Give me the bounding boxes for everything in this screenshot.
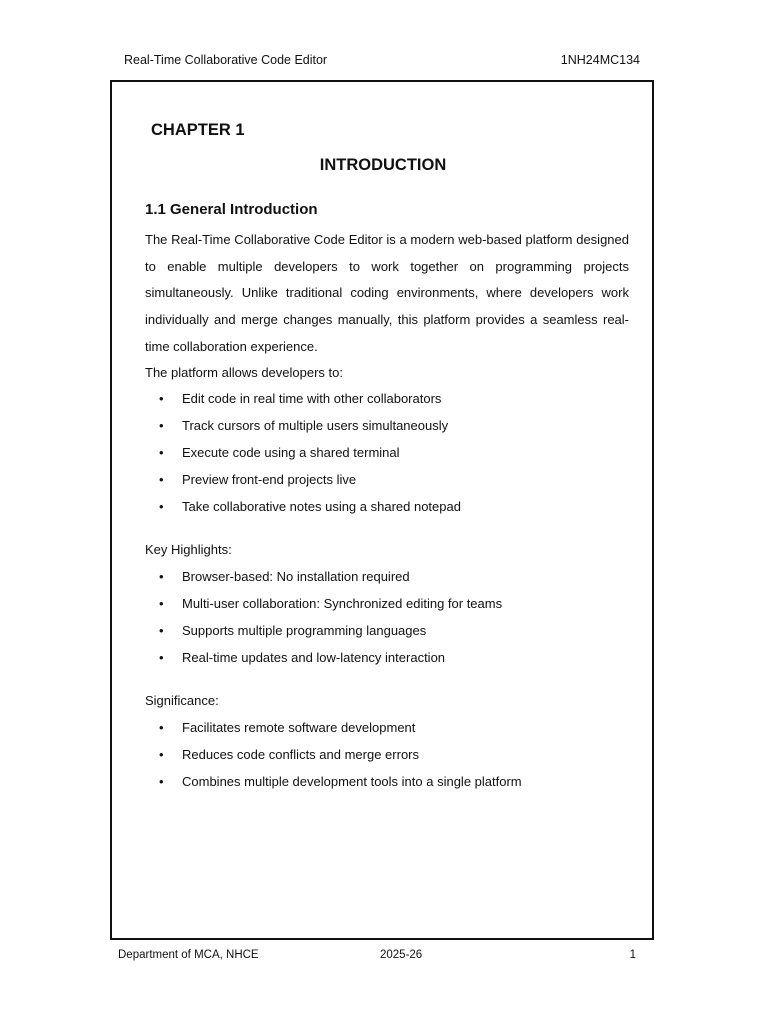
section-heading: 1.1 General Introduction [145,201,318,218]
list-item-text: Supports multiple programming languages [182,623,427,638]
list-item [145,773,629,800]
chapter-title: INTRODUCTION [319,156,447,174]
allows-label: The platform allows developers to: [145,365,343,380]
list-item [145,746,629,773]
chapter-label: CHAPTER 1 [151,121,245,139]
bullet-icon: • [159,472,164,487]
list-item [145,444,629,471]
list-item [145,471,629,498]
list-item-text: Take collaborative notes using a shared notepad [182,499,461,514]
list-item-text: Reduces code conflicts and merge errors [182,747,420,762]
list-item-text: Facilitates remote software development [182,720,416,735]
bullet-icon: • [159,747,164,762]
bullet-icon: • [159,623,164,638]
bullet-icon: • [159,650,164,665]
list-item-text: Edit code in real time with other collaborators [182,391,442,406]
list-item-text: Execute code using a shared terminal [182,445,400,460]
bullet-icon: • [159,596,164,611]
list-item-text: Combines multiple development tools into a single platform [182,774,522,789]
list-item [145,719,629,746]
list-item-text: Browser-based: No installation required [182,569,410,584]
document-title: Real-Time Collaborative Code Editor [124,53,328,67]
list-item [145,390,629,417]
list-item [145,498,629,525]
intro-paragraph: The Real-Time Collaborative Code Editor is a modern web-based platform designed to enable multiple developers to work together on programming projects simultaneously. Unlike traditional coding environments, where developers work individually and merge changes manually, this platform provides a seamless real-time collaboration experience. [145,232,629,354]
bullet-icon: • [159,499,164,514]
significance-list [145,719,629,800]
significance-label: Significance: [145,693,219,708]
highlights-label: Key Highlights: [145,542,232,557]
highlights-list [145,568,629,676]
list-item [145,568,629,595]
page-footer [118,949,636,965]
list-item-text: Preview front-end projects live [182,472,357,487]
bullet-icon: • [159,774,164,789]
list-item-text: Real-time updates and low-latency interaction [182,650,446,665]
list-item-text: Track cursors of multiple users simultaneously [182,418,449,433]
student-id: 1NH24MC134 [560,53,640,67]
list-item [145,417,629,444]
footer-year: 2025-26 [380,949,423,961]
list-item [145,622,629,649]
list-item [145,649,629,676]
bullet-icon: • [159,720,164,735]
bullet-icon: • [159,569,164,584]
bullet-icon: • [159,391,164,406]
page-header [124,53,640,69]
allows-list [145,390,629,525]
footer-department: Department of MCA, NHCE [118,949,259,961]
bullet-icon: • [159,418,164,433]
list-item [145,595,629,622]
list-item-text: Multi-user collaboration: Synchronized editing for teams [182,596,503,611]
page-number: 1 [629,949,636,961]
bullet-icon: • [159,445,164,460]
